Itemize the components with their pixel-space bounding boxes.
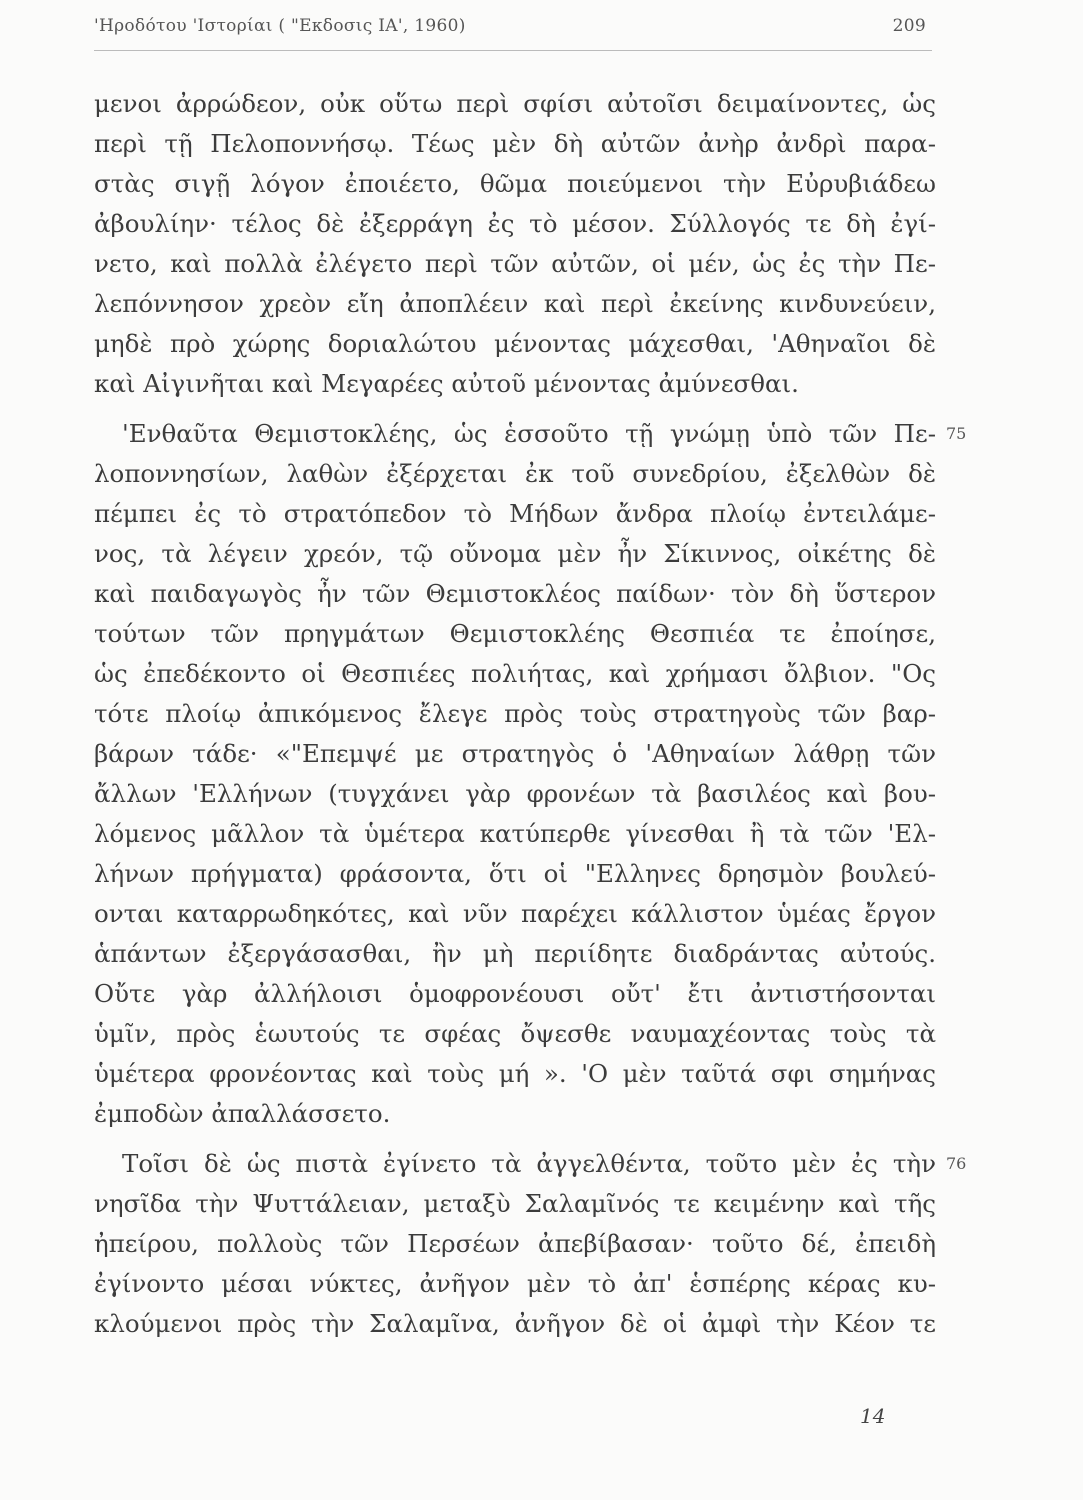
text-line: ἐμποδὼν ἀπαλλάσσετο. <box>94 1099 391 1128</box>
text-line: νος, τὰ λέγειν χρεόν, τῷ οὔνομα μὲν ἦν Σίκιννος, οἰκέτης δὲ <box>94 539 936 568</box>
text-line: ἄλλων 'Ελλήνων (τυγχάνει γὰρ φρονέων τὰ βασιλέος καὶ βου- <box>94 779 936 808</box>
text-line: τούτων τῶν πρηγμάτων Θεμιστοκλέης Θεσπιέα τε ἐποίησε, <box>94 619 936 648</box>
paragraph-start-line: Τοῖσι δὲ ὡς πιστὰ ἐγίνετο τὰ ἀγγελθέντα, τοῦτο μὲν ἐς τὴν <box>122 1149 936 1178</box>
text-line: Οὔτε γὰρ ἀλλήλοισι ὁμοφρονέουσι οὔτ' ἔτι ἀντιστήσονται <box>94 979 936 1008</box>
text-line: νησῖδα τὴν Ψυττάλειαν, μεταξὺ Σαλαμῖνός τε κειμένην καὶ τῆς <box>94 1189 936 1218</box>
text-line: λοποννησίων, λαθὼν ἐξέρχεται ἐκ τοῦ συνεδρίου, ἐξελθὼν δὲ <box>94 459 936 488</box>
text-line: μηδὲ πρὸ χώρης δοριαλώτου μένοντας μάχεσθαι, 'Αθηναῖοι δὲ <box>94 329 936 358</box>
text-line: ἁπάντων ἐξεργάσασθαι, ἢν μὴ περιίδητε διαδράντας αὐτούς. <box>94 939 936 968</box>
section-number-76: 76 <box>946 1154 967 1173</box>
header-rule <box>94 50 932 51</box>
text-line: στὰς σιγῇ λόγον ἐποιέετο, θῶμα ποιεύμενοι τὴν Εὐρυβιάδεω <box>94 169 936 198</box>
text-line: καὶ παιδαγωγὸς ἦν τῶν Θεμιστοκλέος παίδων· τὸν δὴ ὕστερον <box>94 579 936 608</box>
text-line: ἠπείρου, πολλοὺς τῶν Περσέων ἀπεβίβασαν· τοῦτο δέ, ἐπειδὴ <box>94 1229 936 1258</box>
text-line: λήνων πρήγματα) φράσοντα, ὅτι οἱ "Ελληνες δρησμὸν βουλεύ- <box>94 859 936 888</box>
text-line: μενοι ἀρρώδεον, οὐκ οὕτω περὶ σφίσι αὐτοῖσι δειμαίνοντες, ὡς <box>94 89 936 118</box>
text-line: ἀβουλίην· τέλος δὲ ἐξερράγη ἐς τὸ μέσον. Σύλλογός τε δὴ ἐγί- <box>94 209 936 238</box>
page-number: 209 <box>892 16 926 36</box>
text-line: περὶ τῇ Πελοποννήσῳ. Τέως μὲν δὴ αὐτῶν ἀνὴρ ἀνδρὶ παρα- <box>94 129 936 158</box>
text-line: κλούμενοι πρὸς τὴν Σαλαμῖνα, ἀνῆγον δὲ οἱ ἀμφὶ τὴν Κέον τε <box>94 1309 936 1338</box>
running-head-title: 'Ηροδότου 'Ιστορίαι ( "Εκδοσις ΙΑ', 1960) <box>94 16 466 36</box>
running-head <box>94 16 934 46</box>
text-line: ὡς ἐπεδέκοντο οἱ Θεσπιέες πολιήτας, καὶ χρήμασι ὄλβιον. "Ος <box>94 659 936 688</box>
text-line: ὑμέτερα φρονέοντας καὶ τοὺς μή ». 'Ο μὲν ταῦτά σφι σημήνας <box>94 1059 936 1088</box>
section-number-75: 75 <box>946 424 967 443</box>
signature-mark: 14 <box>860 1404 886 1428</box>
text-line: τότε πλοίῳ ἀπικόμενος ἔλεγε πρὸς τοὺς στρατηγοὺς τῶν βαρ- <box>94 699 936 728</box>
text-line: πέμπει ἐς τὸ στρατόπεδον τὸ Μήδων ἄνδρα πλοίῳ ἐντειλάμε- <box>94 499 936 528</box>
text-line: καὶ Αἰγινῆται καὶ Μεγαρέες αὐτοῦ μένοντας ἀμύνεσθαι. <box>94 369 799 398</box>
paragraph-start-line: 'Ενθαῦτα Θεμιστοκλέης, ὡς ἑσσοῦτο τῇ γνώμῃ ὑπὸ τῶν Πε- <box>122 419 936 448</box>
text-line: ονται καταρρωδηκότες, καὶ νῦν παρέχει κάλλιστον ὑμέας ἔργον <box>94 899 936 928</box>
text-line: ὑμῖν, πρὸς ἑωυτούς τε σφέας ὄψεσθε ναυμαχέοντας τοὺς τὰ <box>94 1019 936 1048</box>
text-line: λόμενος μᾶλλον τὰ ὑμέτερα κατύπερθε γίνεσθαι ἢ τὰ τῶν 'Ελ- <box>94 819 936 848</box>
text-line: βάρων τάδε· «"Επεμψέ με στρατηγὸς ὁ 'Αθηναίων λάθρῃ τῶν <box>94 739 936 768</box>
text-line: νετο, καὶ πολλὰ ἐλέγετο περὶ τῶν αὐτῶν, οἱ μέν, ὡς ἐς τὴν Πε- <box>94 249 936 278</box>
text-line: ἐγίνοντο μέσαι νύκτες, ἀνῆγον μὲν τὸ ἀπ' ἑσπέρης κέρας κυ- <box>94 1269 936 1298</box>
text-line: λεπόννησον χρεὸν εἴη ἀποπλέειν καὶ περὶ ἐκείνης κινδυνεύειν, <box>94 289 936 318</box>
